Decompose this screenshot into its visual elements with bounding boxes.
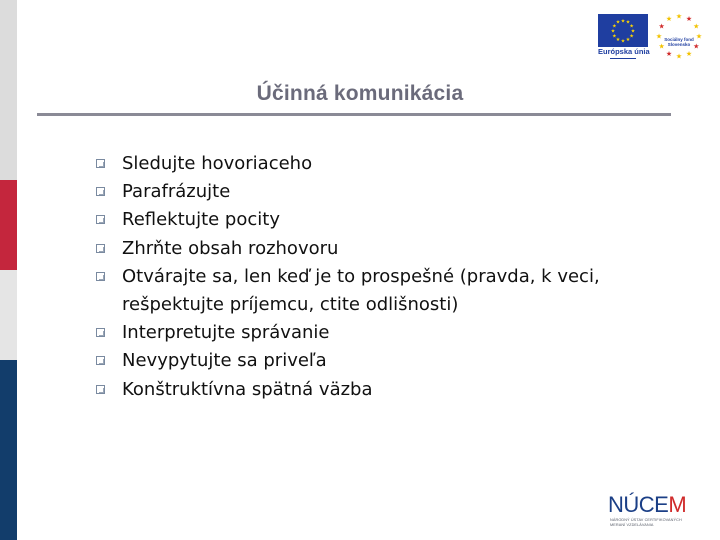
star-icon: ★ — [620, 38, 626, 45]
star-icon: ★ — [629, 23, 634, 30]
nucem-logo-wordmark — [608, 492, 686, 518]
checkbox-bullet-icon — [96, 272, 105, 281]
strip-segment-navy — [0, 360, 17, 540]
checkbox-bullet-icon — [96, 244, 105, 253]
eu-logo-underline — [598, 57, 648, 60]
eu-flag-icon — [598, 14, 648, 47]
esf-logo-text-line1: Sociálny fond — [664, 37, 694, 42]
star-icon: ★ — [625, 19, 631, 26]
eu-logo-text: Európska únia — [598, 47, 650, 56]
esf-logo — [654, 14, 704, 62]
bullet-item — [96, 178, 696, 206]
bullet-text: Nevypytujte sa priveľa — [122, 350, 327, 372]
bullet-item — [96, 206, 696, 234]
star-icon: ★ — [665, 15, 673, 24]
bullet-item — [96, 347, 696, 375]
star-icon: ★ — [675, 52, 683, 61]
bullet-item — [96, 319, 696, 347]
bullet-item — [96, 376, 696, 404]
nucem-logo-text-main: NÚCE — [608, 492, 669, 517]
star-icon: ★ — [693, 42, 700, 51]
esf-logo-text — [654, 37, 704, 47]
bullet-text: Reflektujte pocity — [122, 209, 280, 231]
strip-segment-red — [0, 180, 17, 270]
bullet-text: Konštruktívna spätná väzba — [122, 378, 373, 400]
nucem-subtitle-line1: NÁRODNÝ ÚSTAV CERTIFIKOVANÝCH — [610, 518, 682, 522]
eu-logo — [598, 14, 648, 66]
bullet-list — [96, 150, 696, 404]
slide-title: Účinná komunikácia — [256, 82, 464, 105]
checkbox-bullet-icon — [96, 215, 105, 224]
bullet-text: Interpretujte správanie — [122, 322, 330, 344]
star-icon: ★ — [612, 23, 617, 30]
nucem-logo — [604, 494, 688, 532]
bullet-text: Parafrázujte — [122, 181, 231, 203]
star-icon: ★ — [658, 42, 665, 51]
star-icon: ★ — [693, 22, 700, 31]
left-color-strip — [0, 0, 17, 540]
star-icon: ★ — [630, 28, 636, 35]
checkbox-bullet-icon — [96, 385, 105, 394]
esf-logo-text-line2: Slovensko — [667, 42, 691, 47]
star-icon: ★ — [615, 36, 621, 43]
star-icon: ★ — [612, 33, 617, 40]
star-icon: ★ — [620, 18, 626, 25]
checkbox-bullet-icon — [96, 328, 105, 337]
bullet-text: Otvárajte sa, len keď je to prospešné (pravda, k veci, rešpektujte príjemcu, ctite odlišnosti) — [122, 265, 600, 316]
nucem-logo-text-accent: M — [668, 492, 687, 517]
checkbox-bullet-icon — [96, 187, 105, 196]
star-icon: ★ — [655, 32, 663, 41]
star-icon: ★ — [610, 28, 616, 35]
star-icon: ★ — [685, 49, 693, 58]
bullet-item — [96, 263, 696, 319]
star-icon: ★ — [625, 36, 631, 43]
star-icon: ★ — [675, 14, 683, 21]
bullet-text: Sledujte hovoriaceho — [122, 153, 313, 174]
star-icon: ★ — [665, 49, 673, 58]
star-icon: ★ — [695, 32, 703, 41]
title-underline — [37, 113, 671, 116]
nucem-subtitle-line2: MERANÍ VZDELÁVANIA — [610, 523, 654, 527]
star-icon: ★ — [658, 22, 665, 31]
checkbox-bullet-icon — [96, 356, 105, 365]
nucem-logo-subtitle — [610, 518, 686, 528]
checkbox-bullet-icon — [96, 159, 105, 168]
star-icon: ★ — [615, 19, 621, 26]
bullet-item — [96, 150, 696, 178]
star-icon: ★ — [685, 15, 693, 24]
strip-segment-light — [0, 270, 17, 360]
bullet-text: Zhrňte obsah rozhovoru — [122, 237, 339, 259]
star-icon: ★ — [629, 33, 634, 40]
bullet-item — [96, 235, 696, 263]
